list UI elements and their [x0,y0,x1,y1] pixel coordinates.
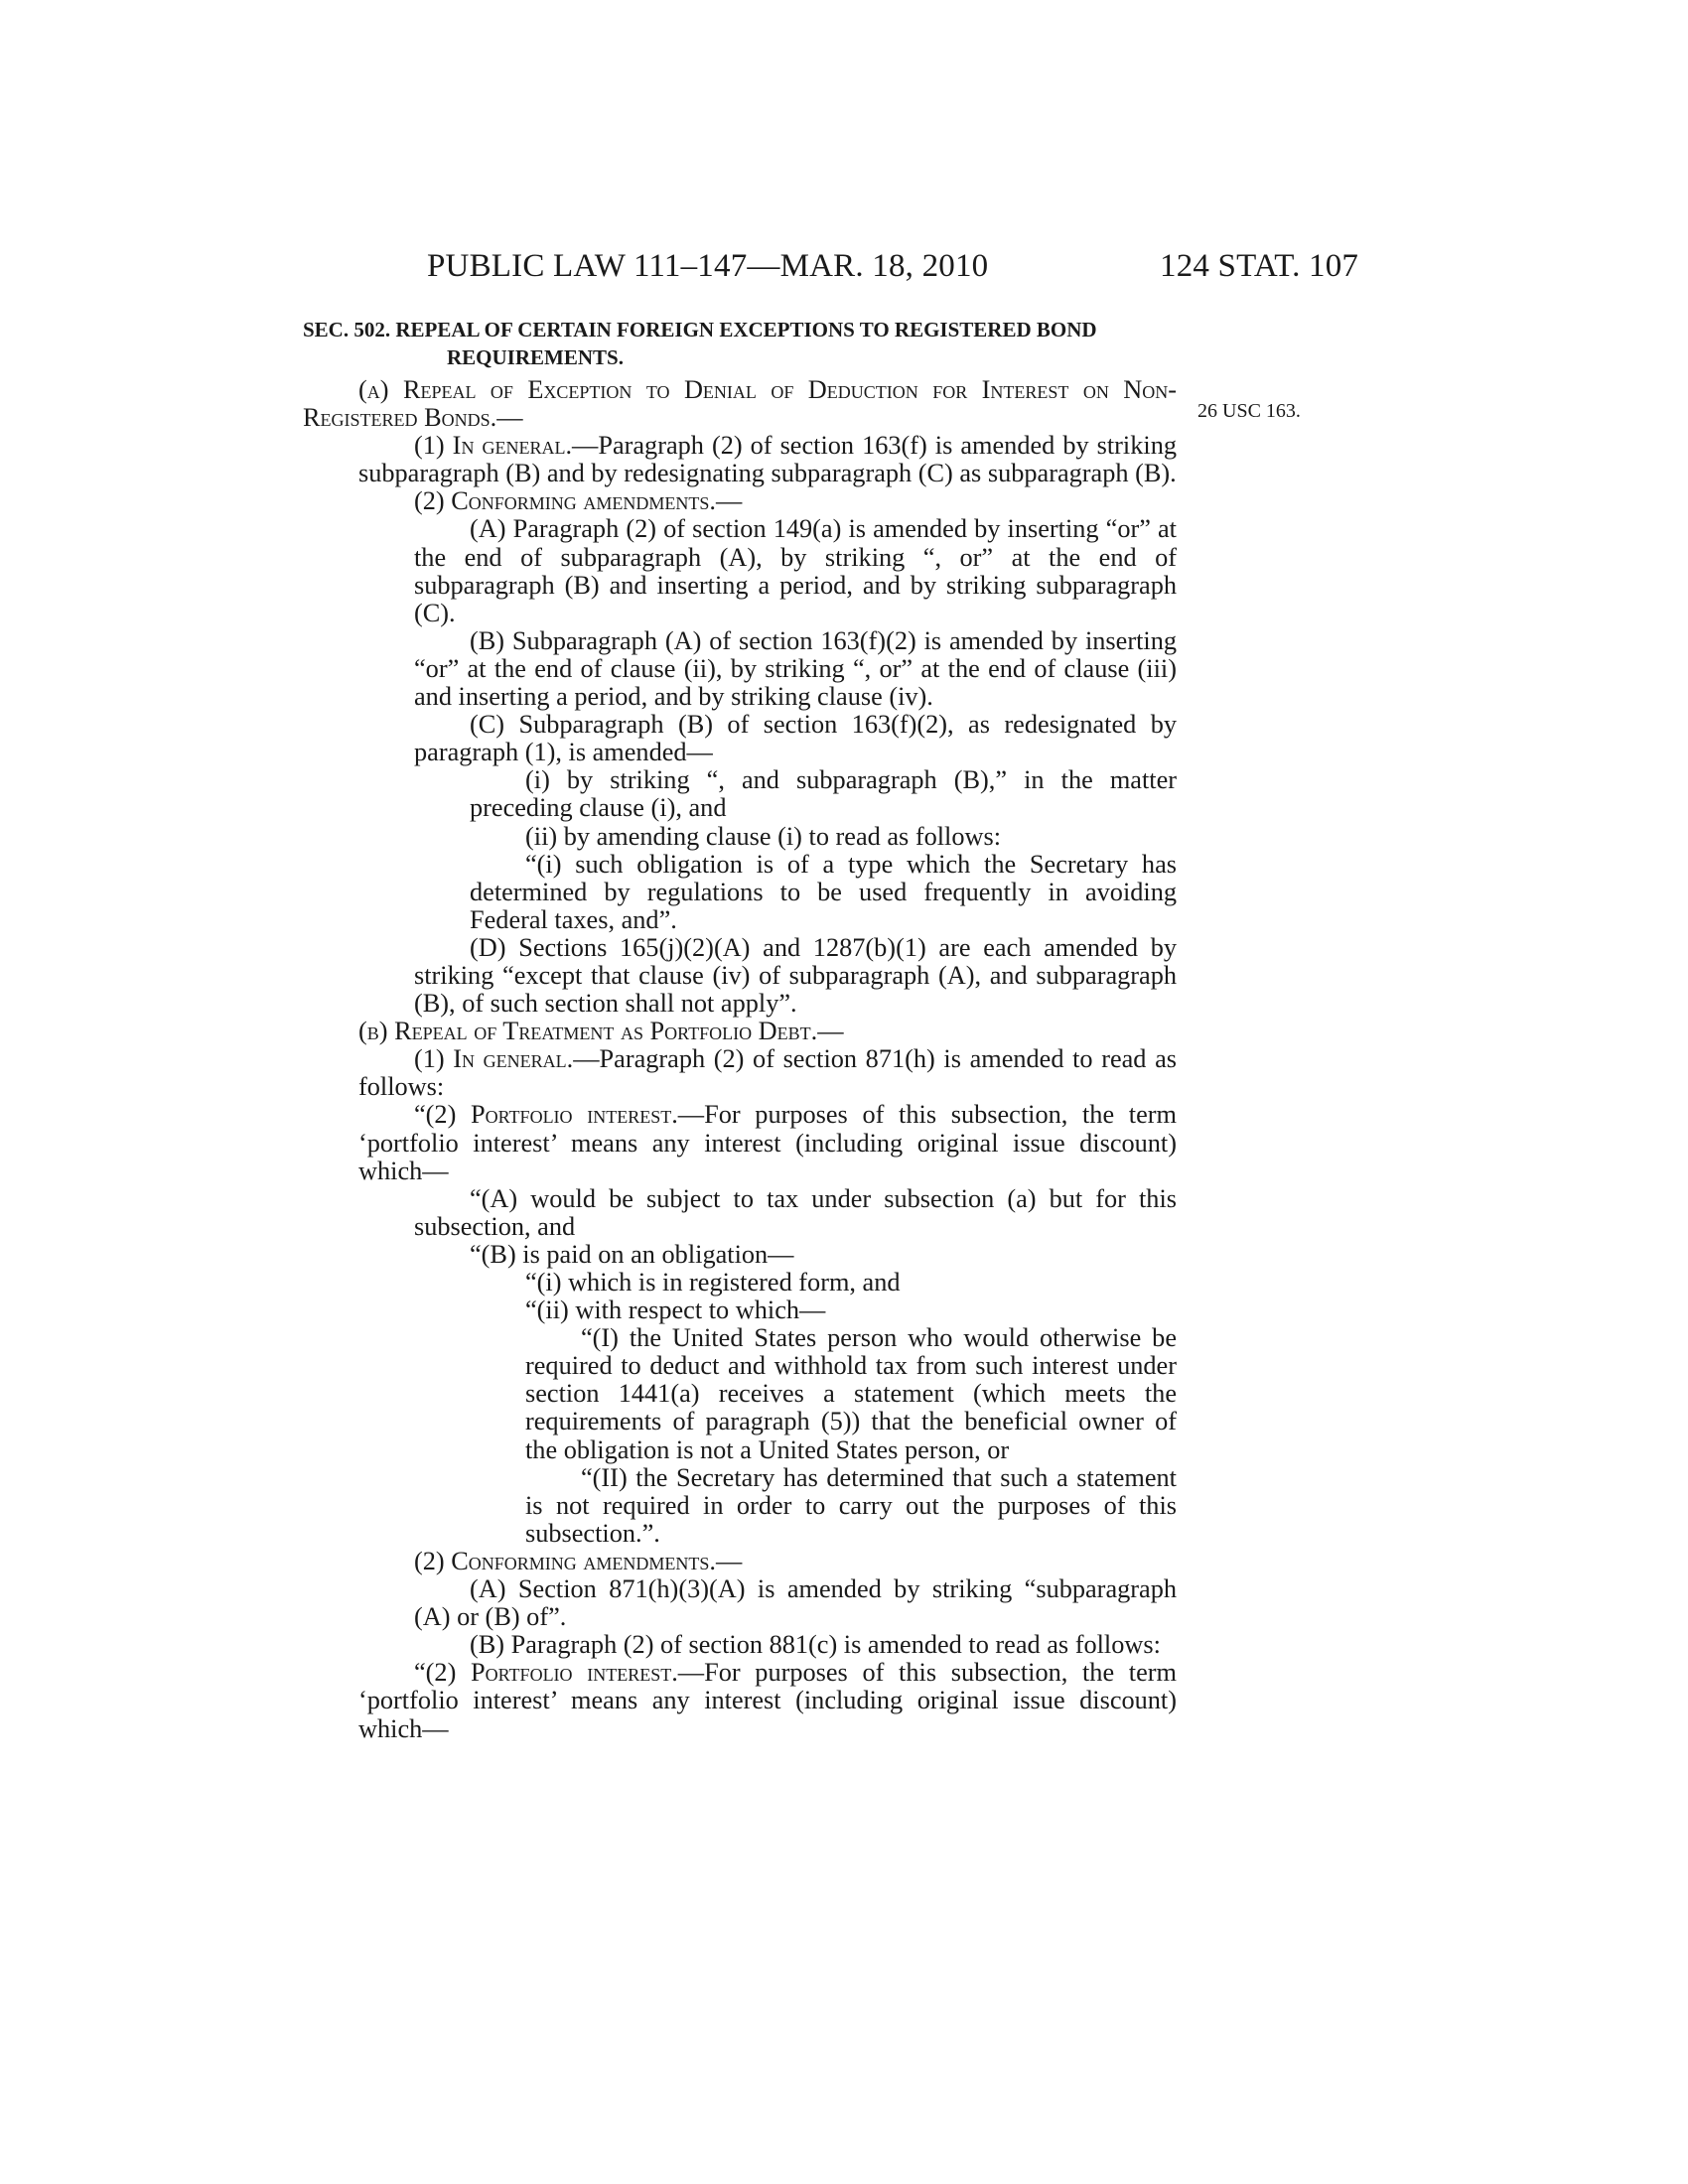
document-body [303,316,1177,1743]
quoted-paragraph-b2-text: —For purposes of this subsection, the term ‘portfolio interest’ means any interest (including original issue discount) which— [358,1658,1177,1743]
margin-citation: 26 USC 163. [1197,400,1301,422]
paragraph-a1 [303,432,1177,487]
clause-a2C-ii: (ii) by amending clause (i) to read as follows: [525,821,1002,851]
quoted-clause-b1B-i: “(i) which is in registered form, and [525,1268,901,1297]
quoted-paragraph-b1-label: “(2) Portfolio interest. [414,1100,678,1130]
paragraph-b1-label: (1) In general. [414,1044,574,1074]
section-heading: SEC. 502. REPEAL OF CERTAIN FOREIGN EXCEPTIONS TO REGISTERED BOND REQUIREMENTS. [303,318,1097,369]
paragraph-b2-heading [303,1548,1177,1575]
quoted-paragraph-b2 [303,1659,1177,1742]
subparagraph-a2C: (C) Subparagraph (B) of section 163(f)(2), as redesignated by paragraph (1), is amended— [414,710,1177,767]
paragraph-b1 [303,1045,1177,1101]
paragraph-b2-label: (2) Conforming amendments.— [414,1546,743,1575]
subsection-a-heading-text: (a) Repeal of Exception to Denial of Deduction for Interest on Non-Registered Bonds.— [303,375,1177,433]
subparagraph-b2A: (A) Section 871(h)(3)(A) is amended by striking “subparagraph (A) or (B) of”. [414,1574,1177,1632]
running-head-stat: 124 STAT. 107 [1160,248,1359,284]
subparagraph-a2B: (B) Subparagraph (A) of section 163(f)(2) is amended by inserting “or” at the end of clause (ii), by striking “, or” at the end of clause (iii) and inserting a period, and by striking clause (iv). [414,625,1177,712]
quoted-paragraph-b1-text: —For purposes of this subsection, the term ‘portfolio interest’ means any interest (including original issue discount) which— [358,1100,1177,1185]
paragraph-b1-text: —Paragraph (2) of section 871(h) is amended to read as follows: [358,1044,1177,1102]
quoted-subclause-II: “(II) the Secretary has determined that such a statement is not required in order to carry out the purposes of this subsection.”. [525,1462,1177,1548]
subsection-b-heading [303,1018,1177,1045]
quoted-paragraph-b1 [303,1101,1177,1184]
clause-a2C-i: (i) by striking “, and subparagraph (B),” in the matter preceding clause (i), and [470,765,1177,823]
subsection-a-heading [303,376,1177,432]
paragraph-a2-heading [303,487,1177,515]
quoted-subparagraph-b1A: “(A) would be subject to tax under subsection (a) but for this subsection, and [414,1183,1177,1241]
running-head-title: PUBLIC LAW 111–147—MAR. 18, 2010 [427,248,989,284]
subparagraph-a2A: (A) Paragraph (2) of section 149(a) is amended by inserting “or” at the end of subparagraph (A), by striking “, or” at the end of subparagraph (B) and inserting a period, and by striking subparagraph (C). [414,514,1177,627]
quoted-paragraph-b2-label: “(2) Portfolio interest. [414,1658,678,1688]
quoted-clause-a2C: “(i) such obligation is of a type which the Secretary has determined by regulations to be used frequently in avoiding Federal taxes, and”. [470,849,1177,934]
paragraph-a1-label: (1) In general. [414,431,573,461]
paragraph-a2-label: (2) Conforming amendments.— [414,486,743,516]
quoted-clause-b1B-ii: “(ii) with respect to which— [525,1296,826,1325]
paragraph-a1-text: —Paragraph (2) of section 163(f) is amended by striking subparagraph (B) and by redesignating subparagraph (C) as subparagraph (B). [358,431,1177,488]
quoted-subparagraph-b1B: “(B) is paid on an obligation— [470,1239,794,1269]
subsection-b-heading-text: (b) Repeal of Treatment as Portfolio Debt.— [358,1017,844,1046]
subparagraph-a2D: (D) Sections 165(j)(2)(A) and 1287(b)(1) are each amended by striking “except that clause (iv) of subparagraph (A), and subparagraph (B), of such section shall not apply”. [414,932,1177,1019]
subparagraph-b2B: (B) Paragraph (2) of section 881(c) is amended to read as follows: [470,1630,1161,1660]
quoted-subclause-I: “(I) the United States person who would otherwise be required to deduct and withhold tax from such interest under section 1441(a) receives a statement (which meets the requirements of paragraph (5)) that the beneficial owner of the obligation is not a United States person, or [525,1323,1177,1464]
